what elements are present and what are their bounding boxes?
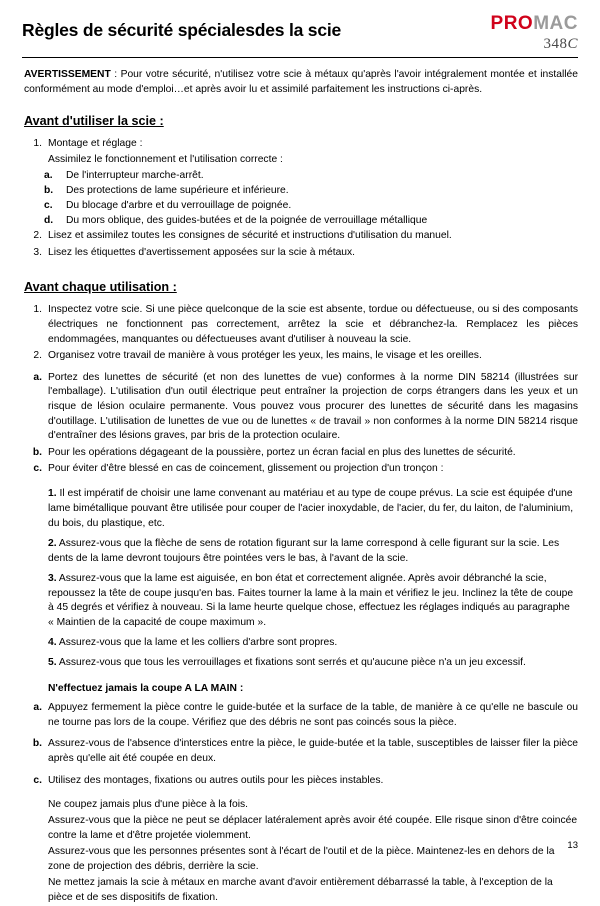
numbered-para [22, 656, 578, 671]
list-item [22, 184, 578, 199]
list-marker: 2. [33, 350, 42, 362]
list-marker: a. [33, 702, 42, 714]
warning-label: AVERTISSEMENT [24, 69, 111, 80]
list-text: Du mors oblique, des guides-butées et de la poignée de verrouillage métallique [66, 215, 428, 227]
list-text: Inspectez votre scie. Si une pièce quelconque de la scie est absente, tordue ou défectueuse, ou si des composants électriques ne fonctionnent pas correctement, arrêtez la scie et débranchez-la. Remplacez les pièces endommagées, manquantes ou défectueuses avant d'utiliser à nouveau la scie. [48, 304, 578, 345]
list-text: Du blocage d'arbre et du verrouillage de poignée. [66, 200, 292, 212]
list-item [22, 199, 578, 214]
para-text: Assurez-vous que la flèche de sens de rotation figurant sur la lame correspond à celle figurant sur la scie. Les dents de la lame devront toujours être pointées vers le bas, à l'avant de la scie. [48, 537, 560, 564]
list-marker: 1. [33, 304, 42, 316]
list-text: Organisez votre travail de manière à vous protéger les yeux, les mains, le visage et les oreilles. [48, 350, 482, 362]
list-item [22, 303, 578, 347]
logo-pro: PRO [490, 13, 534, 34]
list-marker: c. [33, 774, 42, 786]
numbered-para [22, 487, 578, 532]
para-text: Assurez-vous que la lame et les colliers d'arbre sont propres. [56, 637, 338, 649]
list-item [22, 137, 578, 152]
list-text: Montage et réglage : [48, 137, 143, 149]
list-marker: d. [44, 215, 54, 227]
list-marker: 2. [33, 230, 42, 242]
list-text: Portez des lunettes de sécurité (et non des lunettes de vue) conformes à la norme DIN 58214 (illustrées sur l'emballage). L'utilisation d'un outil électrique peut entraîner la projection de corps étrangers dans les yeux et un risque de lésion oculaire permanente. Vous pouvez vous procurer des lunettes de sécurité dans les magasins d'outillage. L'utilisation de lunettes de vue ou de lunettes « de travail » non conformes à la norme DIN 58214 risque d'entraîner des lésions graves, par bris de la protection oculaire. [48, 371, 578, 442]
list-text: Assurez-vous de l'absence d'interstices entre la pièce, le guide-butée et la table, susceptibles de laisser filer la pièce après qu'elle ait été coupée en deux. [48, 738, 578, 764]
page-number: 13 [567, 840, 578, 851]
section-heading-each-use: Avant chaque utilisation : [24, 280, 177, 295]
warning-text: : Pour votre sécurité, n'utilisez votre scie à métaux qu'après l'avoir intégralement montée et installée conformément au mode d'emploi…et après avoir lu et assimilé parfaitement les instructions ci-après. [24, 69, 578, 95]
para-number: 4. [48, 637, 57, 649]
list-item [22, 701, 578, 730]
list-marker: b. [32, 738, 42, 750]
list-item [22, 214, 578, 229]
before-use-list [22, 137, 578, 260]
page-header [22, 12, 578, 58]
list-text: Lisez et assimilez toutes les consignes de sécurité et instructions d'utilisation du manuel. [48, 230, 452, 242]
list-text: Des protections de lame supérieure et inférieure. [66, 185, 289, 197]
list-item [22, 737, 578, 766]
numbered-para [22, 572, 578, 632]
list-text: Pour éviter d'être blessé en cas de coincement, glissement ou projection d'un tronçon : [48, 463, 444, 475]
model-digits: 348 [543, 36, 568, 52]
list-marker: b. [32, 446, 42, 458]
each-use-list [22, 303, 578, 477]
list-marker: a. [33, 371, 42, 383]
list-text: Pour les opérations dégageant de la poussière, portez un écran facial en plus des lunettes de sécurité. [48, 446, 516, 458]
list-text: Lisez les étiquettes d'avertissement apposées sur la scie à métaux. [48, 246, 356, 258]
list-text: Appuyez fermement la pièce contre le guide-butée et la surface de la table, de manière à ce qu'elle ne bascule ou ne tourne pas lors de la coupe. Vérifiez que des débris ne sont pas coincés sous la pièce. [48, 702, 578, 728]
warning-paragraph [22, 68, 578, 98]
brand-logo [458, 14, 578, 53]
numbered-para [22, 636, 578, 651]
page-title: Règles de sécurité spécialesdes la scie [22, 20, 342, 40]
list-item [22, 446, 578, 461]
list-marker: c. [33, 463, 42, 475]
list-marker: b. [44, 185, 54, 197]
list-item [22, 229, 578, 244]
list-marker: 3. [33, 246, 42, 258]
list-text: Utilisez des montages, fixations ou autres outils pour les pièces instables. [48, 774, 384, 786]
closing-line: Ne coupez jamais plus d'une pièce à la fois. [48, 799, 249, 811]
list-marker: a. [44, 170, 53, 182]
model-suffix: C [567, 36, 578, 52]
para-number: 2. [48, 537, 57, 549]
para-text: Assurez-vous que la lame est aiguisée, en bon état et correctement alignée. Après avoir débranché la scie, repoussez la tête de coupe jusqu'en bas. Faites tourner la lame à la main et vérifiez le jeu. Inclinez la tête de coupe à 45 degrés et vérifiez à nouveau. Si la lame heurte quelque chose, effectuez les réglages indiqués au paragraphe « Maintien de la capacité de coupe maximum ». [48, 572, 574, 629]
no-hand-heading: N'effectuez jamais la coupe A LA MAIN : [48, 683, 244, 695]
para-number: 5. [48, 657, 57, 669]
closing-line: Assurez-vous que les personnes présentes sont à l'écart de l'outil et de la pièce. Maintenez-les en dehors de la zone de projection des débris, derrière la scie. [48, 845, 555, 872]
list-item [22, 774, 578, 789]
para-text: Assurez-vous que tous les verrouillages et fixations sont serrés et qu'aucune pièce n'a un jeu excessif. [56, 657, 526, 669]
list-item [22, 371, 578, 444]
logo-mac: MAC [533, 13, 578, 34]
logo-text [491, 14, 578, 33]
list-item [22, 349, 578, 364]
numbered-para [22, 537, 578, 567]
para-number: 1. [48, 487, 57, 499]
list-text: De l'interrupteur marche-arrêt. [66, 170, 204, 182]
closing-line: Assurez-vous que la pièce ne peut se déplacer latéralement après avoir été coupée. Elle risque sinon d'être coincée contre la lame et d'être projetée violemment. [48, 815, 578, 842]
para-text: Il est impératif de choisir une lame convenant au matériau et au type de coupe prévus. La scie est équipée d'une lame bimétallique pouvant être utilisée pour couper de l'acier inoxydable, de l'acier, du fer, du laiton, de l'aluminium, du bois, du plastique, etc. [48, 487, 574, 529]
list-marker: c. [44, 200, 53, 212]
list-item [22, 462, 578, 477]
model-number [458, 36, 578, 53]
closing-line: Ne mettez jamais la scie à métaux en marche avant d'avoir entièrement débarrassé la table, à l'exception de la pièce et de ses dispositifs de fixation. [48, 876, 553, 903]
hand-cut-list [22, 701, 578, 788]
list-item [22, 246, 578, 261]
section-heading-before-use: Avant d'utiliser la scie : [24, 113, 164, 128]
para-number: 3. [48, 572, 57, 584]
assimilate-line: Assimilez le fonctionnement et l'utilisation correcte : [48, 154, 283, 166]
list-marker: 1. [33, 137, 42, 149]
list-item [22, 169, 578, 184]
